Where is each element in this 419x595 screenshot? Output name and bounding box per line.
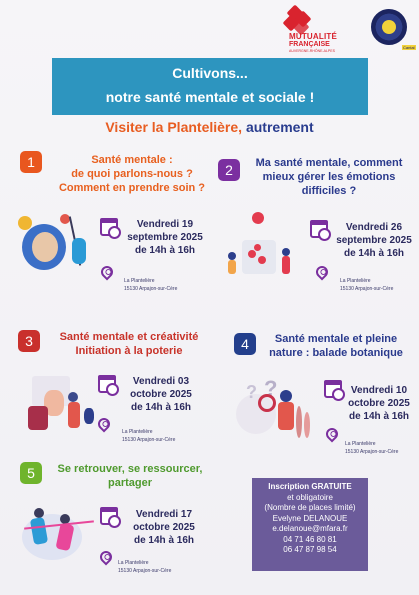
section-4-date <box>344 384 414 423</box>
section-2-date-time: de 14h à 16h <box>343 248 405 259</box>
address-line1: La Plantelière <box>122 429 153 435</box>
title-banner <box>52 58 368 115</box>
calendar-icon <box>324 380 342 398</box>
section-4-date-day: Vendredi 10 <box>350 385 408 396</box>
emotions-illustration <box>224 210 304 276</box>
section-1-title-line2: de quoi parlons-nous ? <box>71 168 193 180</box>
contact-phone-1[interactable]: 04 71 46 80 81 <box>283 534 337 544</box>
location-pin-icon <box>98 549 115 566</box>
partner-badge-logo <box>371 9 415 50</box>
section-3-title-line1: Santé mentale et créativité <box>59 331 199 343</box>
section-3-date-month: octobre 2025 <box>130 389 192 400</box>
location-pin-icon <box>324 426 341 443</box>
section-5-title-line2: partager <box>107 477 153 489</box>
address-line2: 15130 Arpajon-sur-Cère <box>345 449 399 455</box>
section-5-date-month: octobre 2025 <box>133 522 195 533</box>
section-number-4: 4 <box>234 333 256 355</box>
subtitle <box>0 119 419 135</box>
section-number-3: 3 <box>18 330 40 352</box>
section-5-date <box>124 508 204 547</box>
section-2-title-line2: mieux gérer les émotions <box>262 171 396 183</box>
address-line1: La Plantelière <box>118 560 149 566</box>
badge-label: Cantal <box>403 45 415 50</box>
section-1-date-month: septembre 2025 <box>127 232 203 243</box>
section-number-1: 1 <box>20 151 42 173</box>
section-1-title-line3: Comment en prendre soin ? <box>58 182 206 194</box>
section-4-title-line2: nature : balade botanique <box>269 347 403 359</box>
calendar-icon <box>98 375 116 393</box>
calendar-icon <box>100 218 118 236</box>
address-line2: 15130 Arpajon-sur-Cère <box>340 286 394 292</box>
section-1-title <box>52 153 212 195</box>
address-line1: La Plantelière <box>340 278 371 284</box>
calendar-icon <box>100 507 118 525</box>
contact-name: Evelyne DELANOUE <box>272 513 348 523</box>
section-4-title <box>258 332 414 360</box>
section-5-date-day: Vendredi 17 <box>135 509 193 520</box>
location-pin-icon <box>99 264 116 281</box>
address-line2: 15130 Arpajon-sur-Cère <box>124 286 178 292</box>
address-line1: La Plantelière <box>124 278 155 284</box>
section-3-date-time: de 14h à 16h <box>130 402 192 413</box>
location-pin-icon <box>314 264 331 281</box>
logo-text-line2: FRANÇAISE <box>289 41 330 48</box>
contact-email[interactable]: e.delanoue@mfara.fr <box>272 524 348 533</box>
subtitle-part1: Visiter la Plantelière, <box>105 119 243 135</box>
section-3-address <box>122 428 175 444</box>
section-4-date-time: de 14h à 16h <box>348 411 410 422</box>
section-4-address <box>345 440 398 456</box>
registration-box <box>252 478 368 571</box>
together-illustration <box>20 500 98 564</box>
nature-walk-illustration: ? ? <box>230 376 314 444</box>
subtitle-part2: autrement <box>245 119 314 135</box>
section-2-title-line1: Ma santé mentale, comment <box>255 157 403 169</box>
section-1-title-line1: Santé mentale : <box>91 154 173 166</box>
section-5-title <box>50 462 210 490</box>
section-5-title-line1: Se retrouver, se ressourcer, <box>57 463 203 475</box>
section-5-date-time: de 14h à 16h <box>133 535 195 546</box>
section-4-title-line1: Santé mentale et pleine <box>274 333 398 345</box>
logo-text-line3: AUVERGNE-RHÔNE-ALPES <box>289 49 335 53</box>
section-1-address <box>124 277 177 293</box>
section-3-date-day: Vendredi 03 <box>132 376 190 387</box>
section-2-date <box>332 221 416 260</box>
section-number-5: 5 <box>20 462 42 484</box>
logo-text-line1: MUTUALITÉ <box>289 32 338 41</box>
address-line1: La Plantelière <box>345 441 376 447</box>
section-3-title-line2: Initiation à la poterie <box>75 345 183 357</box>
address-line2: 15130 Arpajon-sur-Cère <box>122 437 176 443</box>
section-2-date-day: Vendredi 26 <box>345 222 403 233</box>
section-2-date-month: septembre 2025 <box>336 235 412 246</box>
calendar-icon <box>310 220 328 238</box>
pottery-illustration <box>22 372 100 432</box>
section-1-date <box>124 218 206 257</box>
registration-line1: Inscription GRATUITE <box>268 482 352 491</box>
section-3-title <box>48 330 210 358</box>
section-2-address <box>340 277 393 293</box>
section-2-title <box>245 156 413 198</box>
section-1-date-time: de 14h à 16h <box>134 245 196 256</box>
address-line2: 15130 Arpajon-sur-Cère <box>118 568 172 574</box>
registration-line3: (Nombre de places limité) <box>264 503 356 512</box>
title-line2: notre santé mentale et sociale ! <box>105 89 315 105</box>
section-number-2: 2 <box>218 159 240 181</box>
section-2-title-line3: difficiles ? <box>301 185 357 197</box>
mutualite-francaise-logo <box>283 5 363 51</box>
registration-line2: et obligatoire <box>287 492 333 502</box>
section-1-date-day: Vendredi 19 <box>136 219 194 230</box>
mental-health-illustration <box>16 210 96 274</box>
contact-phone-2[interactable]: 06 47 87 98 54 <box>283 545 337 554</box>
title-line1: Cultivons... <box>172 65 248 81</box>
section-5-address <box>118 559 171 575</box>
section-4-date-month: octobre 2025 <box>348 398 410 409</box>
section-3-date <box>122 375 200 414</box>
